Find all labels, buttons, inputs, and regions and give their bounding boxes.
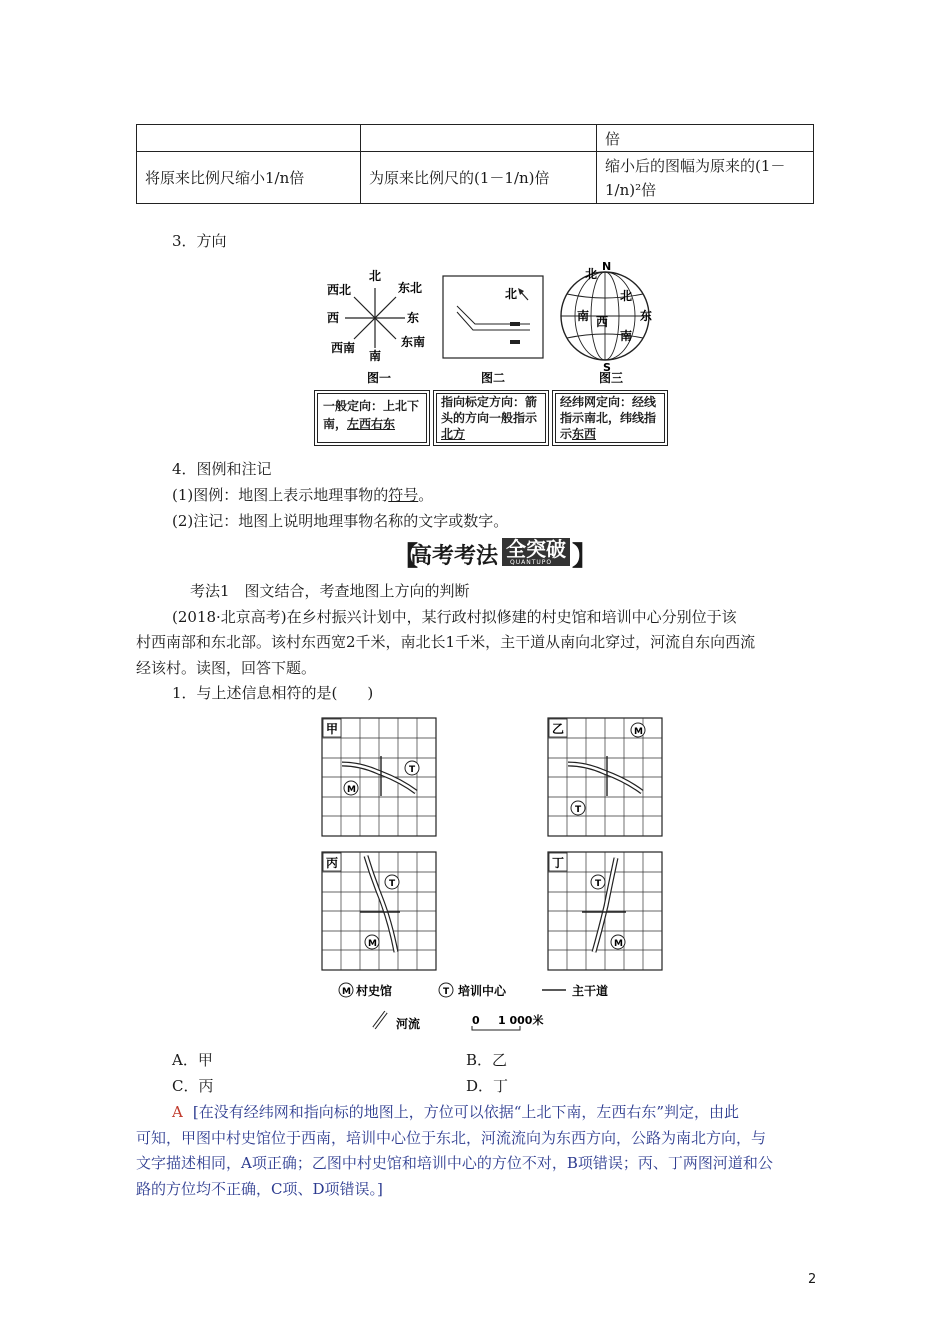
map-legend [339,983,608,1031]
svg-text:北: 北 [505,287,518,301]
svg-text:村史馆: 村史馆 [356,984,393,998]
svg-text:东南: 东南 [401,335,426,349]
fig1-north: 北 [369,269,382,283]
option-c[interactable]: C．丙 [172,1077,214,1095]
svg-text:M: M [634,727,643,737]
svg-text:北: 北 [620,289,633,303]
svg-text:南: 南 [577,309,590,323]
answer-letter: A [172,1103,183,1121]
svg-text:丙: 丙 [326,856,339,870]
svg-text:M: M [347,785,356,795]
table-cell: 将原来比例尺缩小1/n倍 [137,152,361,204]
svg-text:北: 北 [585,267,598,281]
svg-text:T: T [389,879,396,889]
village-maps [320,716,670,1041]
svg-text:河流: 河流 [396,1017,421,1031]
svg-text:0: 0 [472,1014,480,1027]
option-b[interactable]: B．乙 [466,1051,508,1069]
table-cell: 为原来比例尺的(1－1/n)倍 [361,152,597,204]
answer-line: A [在没有经纬网和指向标的地图上，方位可以依据“上北下南，左西右东”判定，由此 [172,1103,740,1121]
globe-grid [561,260,652,385]
question-line: 村西南部和东北部。该村东西宽2千米，南北长1千米，主干道从南向北穿过，河流自东向西流 [136,633,756,651]
svg-text:丁: 丁 [552,856,565,870]
svg-text:西南: 西南 [331,341,356,355]
table-cell [137,125,361,152]
fig2-caption: 图二 [481,371,506,385]
svg-text:M: M [342,987,351,997]
compass-rose [327,269,425,385]
svg-text:西北: 西北 [327,283,352,297]
scale-table [136,124,814,204]
table-cell: 倍 [597,125,814,152]
svg-text:西: 西 [596,315,609,329]
section-heading: 3．方向 [172,232,227,250]
svg-text:南: 南 [620,329,633,343]
svg-text:T: T [595,879,602,889]
table-cell [597,152,814,204]
pointer-map [443,276,543,385]
table-cell-line: 缩小后的图幅为原来的(1－ [605,156,786,175]
method-banner: 【 高考考法 全突破 QUANTUPO 】 [392,537,599,572]
direction-figures [315,258,670,388]
answer-line: 路的方位均不正确，C项、D项错误。] [136,1180,383,1198]
svg-text:东北: 东北 [398,281,423,295]
question-line: 经该村。读图，回答下题。 [136,659,317,677]
svg-text:S: S [603,361,611,374]
question-1: 1．与上述信息相符的是( ) [172,684,374,702]
map-ding [548,852,662,970]
svg-text:西: 西 [327,311,340,325]
svg-text:培训中心: 培训中心 [458,984,507,998]
map-yi [548,718,662,836]
map-bing [322,852,436,970]
annotation-item: (2)注记：地图上说明地理事物名称的文字或数字。 [172,512,509,530]
option-d[interactable]: D．丁 [466,1077,509,1095]
svg-text:主干道: 主干道 [572,984,609,998]
svg-text:T: T [443,987,450,997]
section-heading: 4．图例和注记 [172,460,272,478]
svg-text:乙: 乙 [552,722,565,736]
svg-text:东: 东 [407,311,420,325]
direction-box-3: 经纬网定向：经线 指示南北，纬线指 示东西 [552,390,668,446]
table-cell [361,125,597,152]
direction-box-1: 一般定向：上北下 南，左西右东 [314,390,430,446]
method-title: 考法1 图文结合，考查地图上方向的判断 [190,582,470,600]
svg-text:T: T [409,765,416,775]
question-line: (2018·北京高考)在乡村振兴计划中，某行政村拟修建的村史馆和培训中心分别位于该 [172,608,737,626]
svg-text:M: M [614,939,623,949]
svg-text:甲: 甲 [326,722,339,736]
svg-text:M: M [368,939,377,949]
fig3-caption: 图三 [599,371,624,385]
table-cell-line: 1/n)²倍 [605,180,657,199]
fig1-caption: 图一 [367,371,392,385]
answer-line: 文字描述相同，A项正确；乙图中村史馆和培训中心的方位不对，B项错误；丙、丁两图河道和公 [136,1154,773,1172]
svg-text:T: T [575,805,582,815]
svg-text:N: N [602,260,612,273]
svg-text:南: 南 [369,349,382,363]
svg-text:1 000米: 1 000米 [498,1014,544,1027]
legend-item: (1)图例：地图上表示地理事物的符号。 [172,486,434,504]
page-number: 2 [808,1272,817,1287]
map-jia [322,718,436,836]
option-a[interactable]: A．甲 [172,1051,213,1069]
answer-line: 可知，甲图中村史馆位于西南，培训中心位于东北，河流流向为东西方向，公路为南北方向，与 [136,1129,767,1147]
direction-box-2: 指向标定方向：箭 头的方向一般指示 北方 [433,390,549,446]
svg-text:东: 东 [640,309,653,323]
